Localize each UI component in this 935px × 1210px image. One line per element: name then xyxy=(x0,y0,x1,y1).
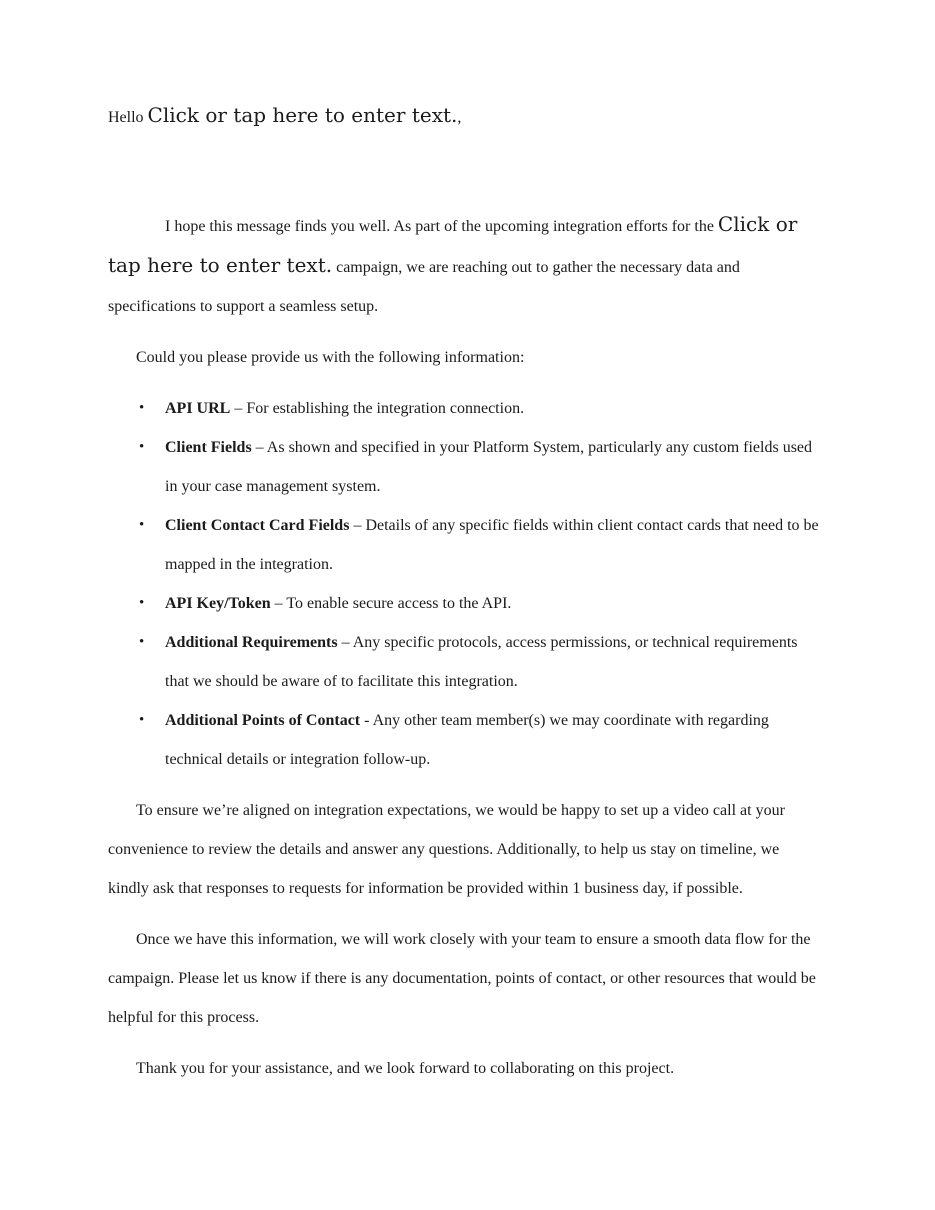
list-item-client-contact-card-fields xyxy=(108,506,820,584)
list-item-desc: For establishing the integration connection. xyxy=(246,400,525,417)
list-item-additional-requirements xyxy=(108,623,820,701)
bullet-icon: • xyxy=(139,595,145,611)
intro-paragraph xyxy=(108,205,820,326)
list-item-term: Additional Requirements xyxy=(165,634,338,651)
intro-text-before: I hope this message finds you well. As part of the upcoming integration efforts for the xyxy=(165,218,718,235)
paragraph-alignment: To ensure we’re aligned on integration expectations, we would be happy to set up a video call at your convenience to review the details and answer any questions. Additionally, to help us stay on timeline, we kindly ask that responses to requests for information be provided within 1 business day, if possible. xyxy=(108,802,785,897)
recipient-name-placeholder[interactable]: Click or tap here to enter text. xyxy=(147,103,458,127)
list-item-client-fields xyxy=(108,428,820,506)
list-item-separator: - xyxy=(360,712,373,729)
paragraph-next-steps: Once we have this information, we will work closely with your team to ensure a smooth data flow for the campaign. Please let us know if there is any documentation, points of contact, or other resources that would be helpful for this process. xyxy=(108,931,816,1026)
list-item-term: Additional Points of Contact xyxy=(165,712,361,729)
bullet-icon: • xyxy=(139,517,145,533)
greeting-line xyxy=(108,96,820,137)
bullet-icon: • xyxy=(139,634,145,650)
paragraph-closing: Thank you for your assistance, and we look forward to collaborating on this project. xyxy=(136,1060,675,1077)
bullet-icon: • xyxy=(139,712,145,728)
greeting-prefix: Hello xyxy=(108,109,148,126)
list-item-separator: – xyxy=(349,517,366,534)
list-item-api-url xyxy=(108,389,820,428)
list-item-desc: To enable secure access to the API. xyxy=(286,595,512,612)
list-item-separator: – xyxy=(270,595,287,612)
bullet-icon: • xyxy=(139,400,145,416)
list-item-desc: As shown and specified in your Platform System, particularly any custom fields used in your case management system. xyxy=(165,439,813,495)
list-item-term: Client Fields xyxy=(165,439,252,456)
intro-text-after: campaign, we are reaching out to gather the necessary data and specifications to support a seamless setup. xyxy=(108,259,740,315)
list-item-term: API URL xyxy=(165,400,231,417)
list-item-term: API Key/Token xyxy=(165,595,271,612)
campaign-name-placeholder[interactable]: Click or tap here to enter text. xyxy=(108,212,798,277)
list-item-separator: – xyxy=(251,439,267,456)
list-item-desc: Details of any specific fields within client contact cards that need to be mapped in the integration. xyxy=(165,517,819,573)
list-item-api-key-token xyxy=(108,584,820,623)
request-lead-in: Could you please provide us with the following information: xyxy=(136,349,525,366)
list-item-term: Client Contact Card Fields xyxy=(165,517,350,534)
list-item-desc: Any specific protocols, access permissions, or technical requirements that we should be aware of to facilitate this integration. xyxy=(165,634,798,690)
list-item-desc: Any other team member(s) we may coordinate with regarding technical details or integration follow-up. xyxy=(165,712,769,768)
list-item-additional-points-of-contact xyxy=(108,701,820,779)
list-item-separator: – xyxy=(230,400,247,417)
bullet-icon: • xyxy=(139,439,145,455)
greeting-suffix: , xyxy=(457,109,462,126)
list-item-separator: – xyxy=(337,634,353,651)
request-list xyxy=(108,389,820,779)
